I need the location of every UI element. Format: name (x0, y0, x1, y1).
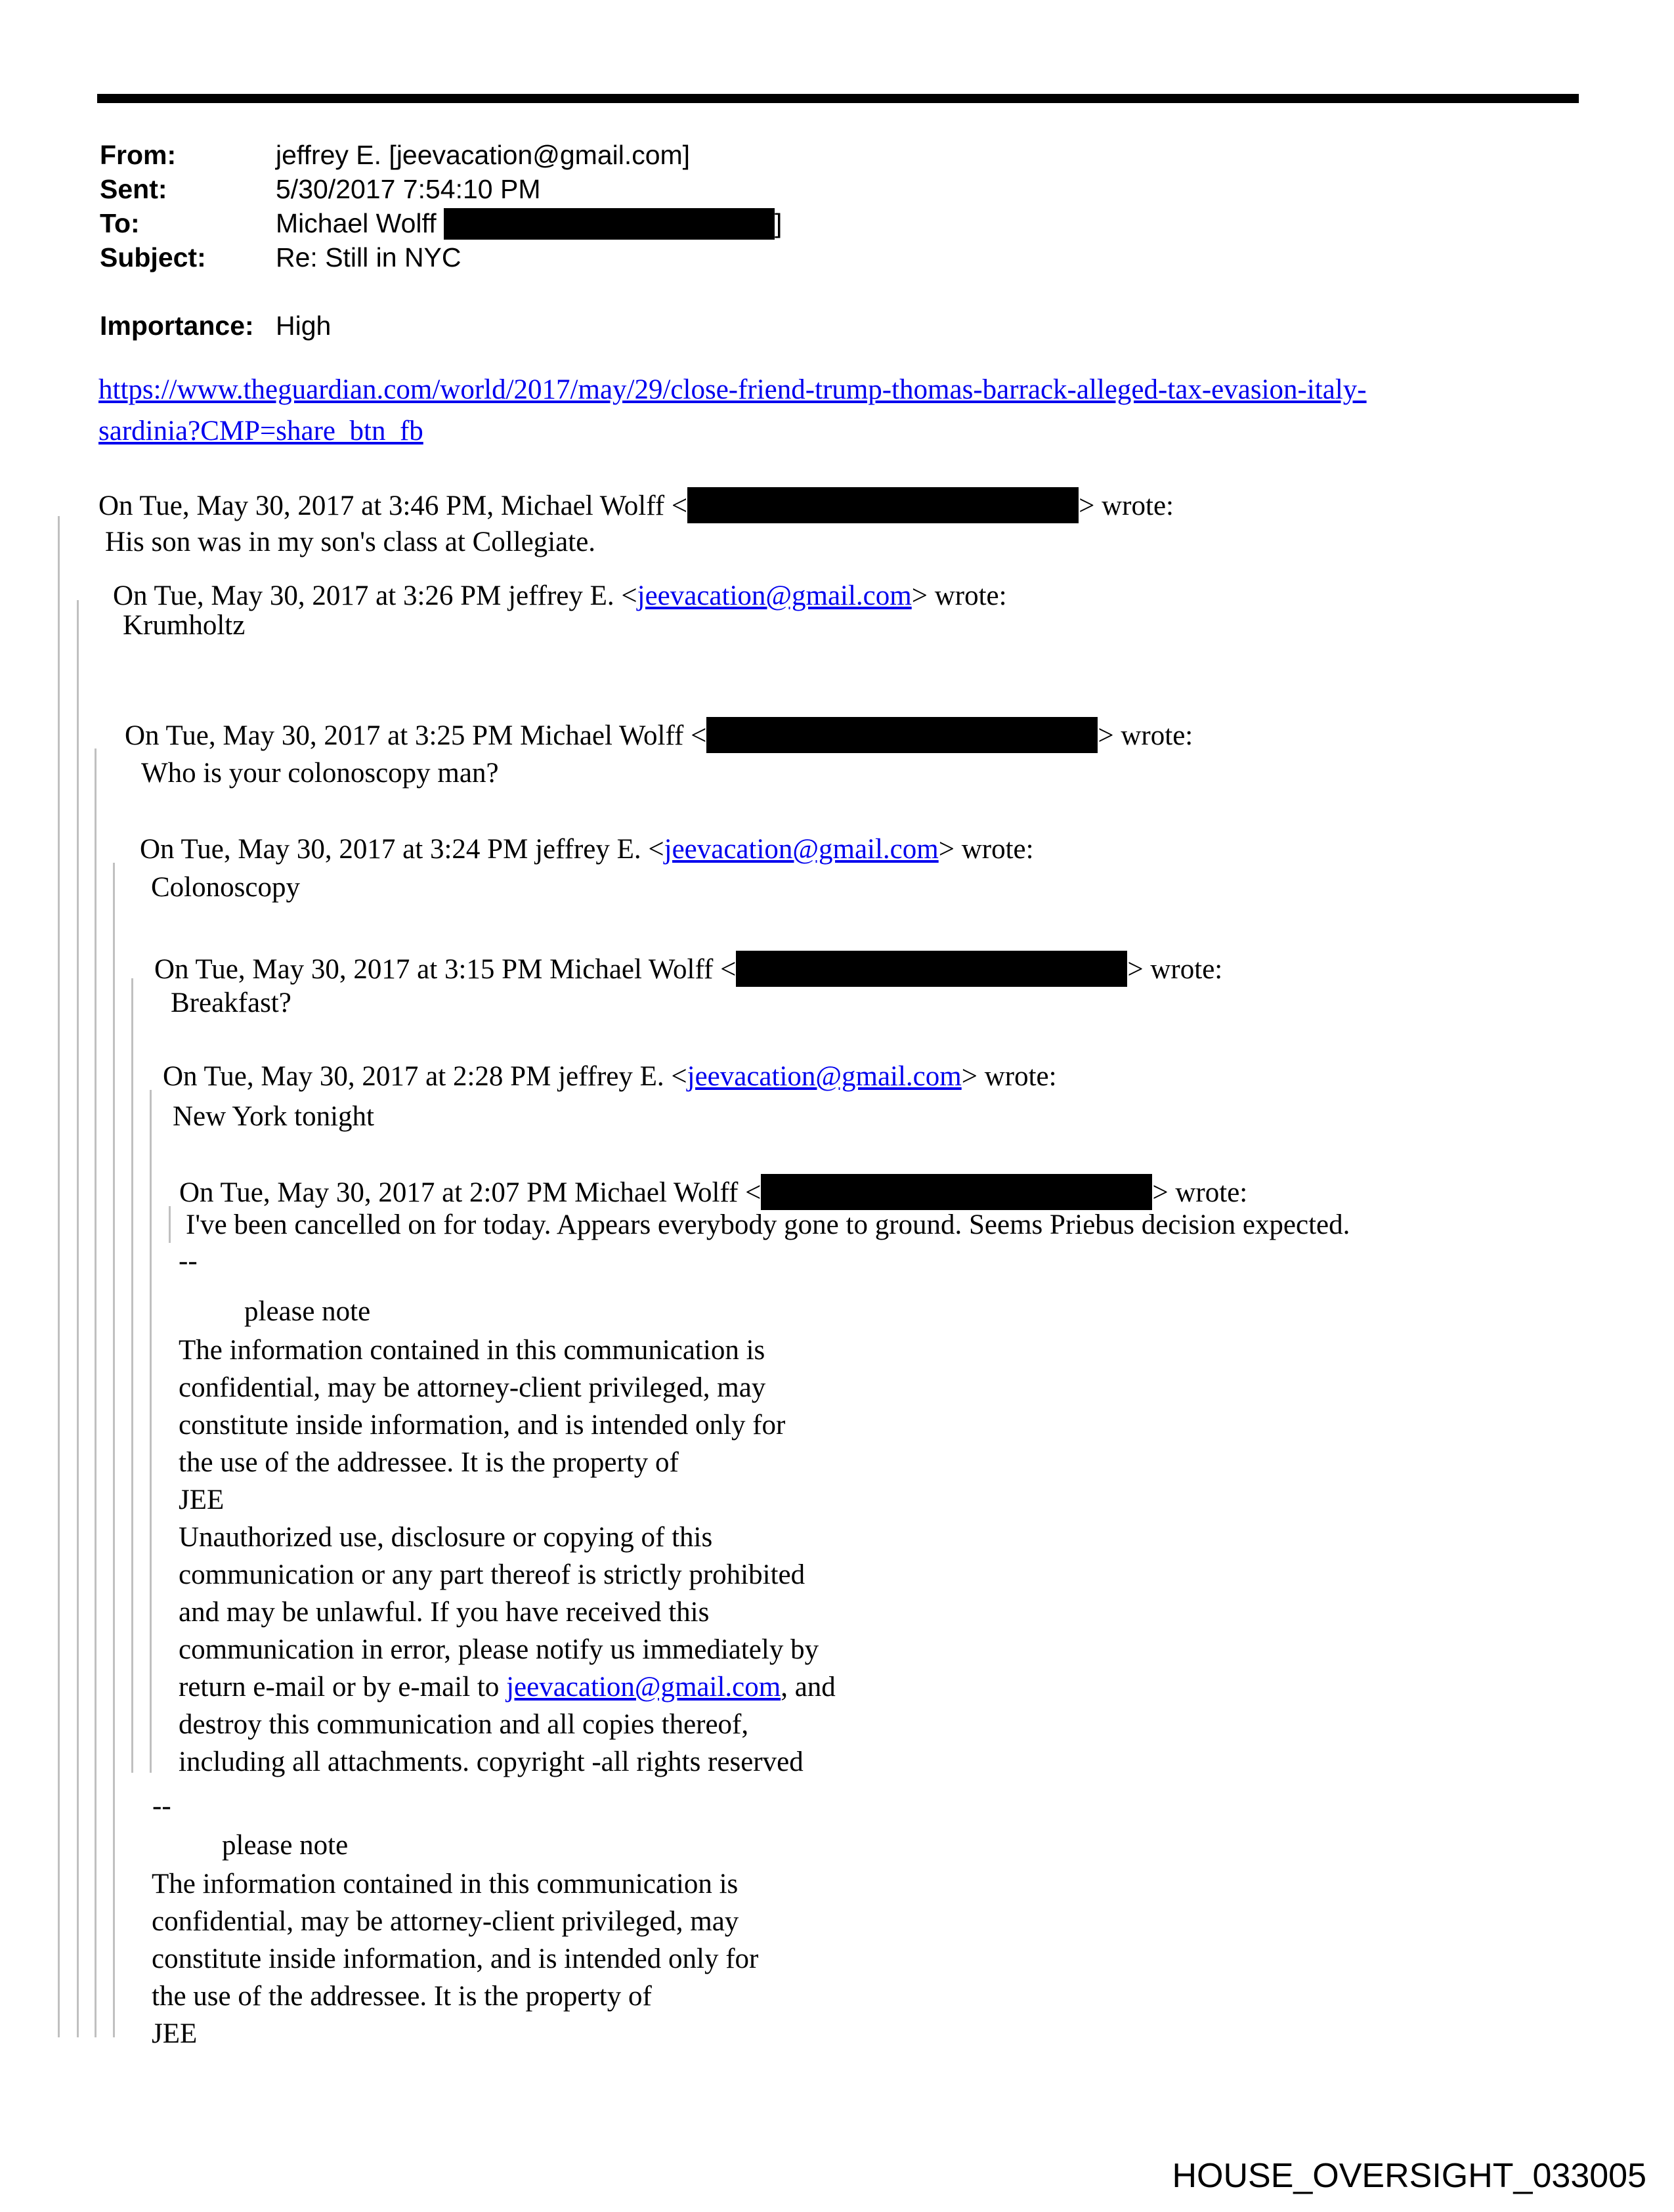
guardian-link-line2: sardinia?CMP=share_btn_fb (98, 416, 423, 446)
signature-dashes: -- (179, 1246, 198, 1276)
quote-body-346pm: His son was in my son's class at Collegiate. (105, 527, 596, 557)
disclaimer-line-with-link (179, 1668, 836, 1706)
meta-row-from (100, 139, 690, 171)
quote-bar-level3 (95, 748, 97, 2037)
subject-value: Re: Still in NYC (276, 242, 461, 272)
disclaimer-line: The information contained in this communication is (179, 1335, 765, 1366)
quote-header-text: On Tue, May 30, 2017 at 3:15 PM Michael Wolff < (154, 954, 737, 985)
email-link-jeevacation[interactable]: jeevacation@gmail.com (687, 1061, 962, 1092)
redaction-bar-email (761, 1174, 1152, 1210)
quote-header-text: On Tue, May 30, 2017 at 2:28 PM jeffrey E. < (163, 1061, 687, 1092)
disclaimer-line: communication in error, please notify us immediately by (179, 1634, 819, 1665)
quote-header-suffix: > wrote: (1079, 490, 1174, 521)
quote-header-suffix: > wrote: (1127, 954, 1223, 985)
disclaimer-line: confidential, may be attorney-client privileged, may (179, 1372, 766, 1403)
guardian-link-line1: https://www.theguardian.com/world/2017/may/29/close-friend-trump-thomas-barrack-alleged-tax-evasion-italy- (98, 374, 1367, 405)
disclaimer-line: JEE (152, 2018, 198, 2049)
meta-row-to (100, 207, 782, 240)
quote-header-326pm (113, 579, 1007, 613)
quote-body-324pm: Colonoscopy (151, 872, 300, 903)
disclaimer-line: JEE (179, 1485, 225, 1515)
email-link-jeevacation[interactable]: jeevacation@gmail.com (664, 834, 939, 865)
redaction-bar-email (706, 717, 1098, 753)
quote-header-207pm (179, 1174, 1247, 1210)
quote-bar-level7 (169, 1206, 171, 1243)
quote-body-228pm: New York tonight (173, 1101, 375, 1132)
email-link-jeevacation[interactable]: jeevacation@gmail.com (637, 580, 912, 611)
from-label: From: (100, 140, 177, 170)
signature-disclaimer-2 (152, 1865, 758, 2052)
quote-body-325pm: Who is your colonoscopy man? (141, 758, 499, 789)
signature-please-note: please note (222, 1830, 349, 1861)
importance-value: High (276, 311, 332, 341)
to-label: To: (100, 208, 140, 238)
disclaimer-line: confidential, may be attorney-client privileged, may (152, 1906, 739, 1937)
disclaimer-link-post: , and (781, 1672, 836, 1702)
email-link-jeevacation[interactable]: jeevacation@gmail.com (506, 1672, 781, 1702)
quote-bar-level1 (58, 516, 60, 2037)
quote-header-text: On Tue, May 30, 2017 at 3:24 PM jeffrey E. < (140, 834, 664, 865)
signature-dashes: -- (152, 1790, 171, 1821)
quote-header-suffix: > wrote: (911, 580, 1007, 611)
importance-label: Importance: (100, 311, 254, 341)
quote-header-325pm (125, 717, 1193, 753)
signature-disclaimer-1 (179, 1332, 836, 1781)
quote-bar-level6 (150, 1090, 152, 1773)
quote-header-suffix: > wrote: (961, 1061, 1057, 1092)
redaction-bar-email (687, 487, 1079, 523)
header-divider (97, 94, 1579, 103)
disclaimer-line: the use of the addressee. It is the property of (152, 1981, 652, 2012)
quote-body-326pm: Krumholtz (123, 610, 246, 641)
guardian-article-link[interactable] (98, 369, 1367, 452)
disclaimer-line: constitute inside information, and is intended only for (152, 1943, 759, 1974)
quote-header-suffix: > wrote: (938, 834, 1034, 865)
subject-label: Subject: (100, 242, 206, 272)
disclaimer-line: and may be unlawful. If you have received this (179, 1597, 710, 1628)
quote-body-207pm: I've been cancelled on for today. Appears everybody gone to ground. Seems Priebus decision expected. (186, 1209, 1350, 1240)
quote-header-346pm (98, 487, 1174, 523)
disclaimer-line: The information contained in this communication is (152, 1869, 739, 1899)
quote-header-228pm (163, 1060, 1057, 1094)
quote-header-text: On Tue, May 30, 2017 at 3:25 PM Michael Wolff < (125, 720, 707, 751)
sent-label: Sent: (100, 174, 167, 204)
disclaimer-line: including all attachments. copyright -all rights reserved (179, 1746, 804, 1777)
quote-bar-level4 (113, 863, 115, 2037)
disclaimer-line: the use of the addressee. It is the property of (179, 1447, 679, 1478)
quote-bar-level5 (131, 978, 133, 1773)
disclaimer-line: communication or any part thereof is strictly prohibited (179, 1559, 805, 1590)
meta-row-sent (100, 173, 540, 205)
quote-header-suffix: > wrote: (1098, 720, 1193, 751)
quote-header-324pm (140, 833, 1034, 867)
quote-header-suffix: > wrote: (1152, 1177, 1248, 1208)
quote-bar-level2 (77, 600, 79, 2037)
disclaimer-line: destroy this communication and all copies thereof, (179, 1709, 749, 1740)
meta-row-subject (100, 242, 461, 273)
quote-header-text: On Tue, May 30, 2017 at 2:07 PM Michael Wolff < (179, 1177, 762, 1208)
meta-row-importance (100, 310, 331, 341)
quote-header-text: On Tue, May 30, 2017 at 3:26 PM jeffrey E. < (113, 580, 637, 611)
to-value-bracket: ] (774, 208, 783, 238)
disclaimer-line: constitute inside information, and is intended only for (179, 1410, 786, 1441)
sent-value: 5/30/2017 7:54:10 PM (276, 174, 541, 204)
guardian-article-link-block (98, 369, 1367, 452)
from-value: jeffrey E. [jeevacation@gmail.com] (276, 140, 691, 170)
disclaimer-line: Unauthorized use, disclosure or copying of this (179, 1522, 713, 1553)
redaction-bar-email (736, 951, 1127, 987)
redaction-bar-to-address (444, 208, 775, 240)
disclaimer-link-pre: return e-mail or by e-mail to (179, 1672, 507, 1702)
bates-number: HOUSE_OVERSIGHT_033005 (1172, 2157, 1646, 2195)
quote-header-text: On Tue, May 30, 2017 at 3:46 PM, Michael Wolff < (98, 490, 688, 521)
to-value: Michael Wolff (276, 208, 444, 238)
quote-header-315pm (154, 951, 1222, 987)
quote-body-315pm: Breakfast? (171, 987, 291, 1018)
signature-please-note: please note (244, 1296, 371, 1327)
